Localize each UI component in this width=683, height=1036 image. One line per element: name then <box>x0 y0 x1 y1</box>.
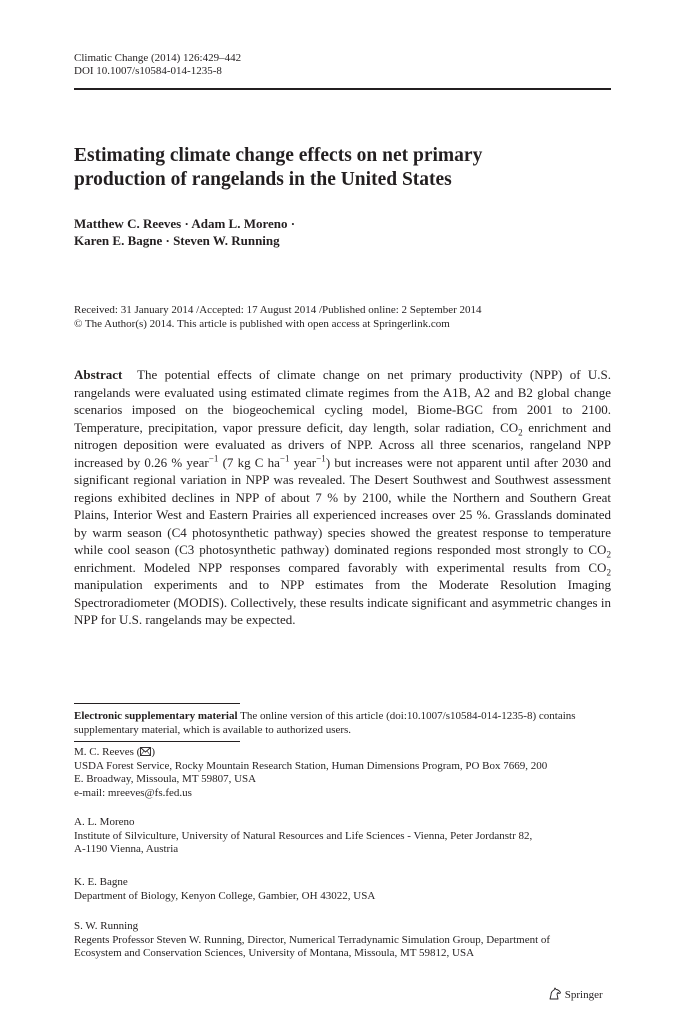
unit-superscript: −1 <box>208 453 219 464</box>
affiliation-email[interactable]: e-mail: mreeves@fs.fed.us <box>74 786 192 799</box>
header-rule <box>74 88 611 90</box>
co2-subscript: 2 <box>518 427 523 438</box>
co2-subscript: 2 <box>606 567 611 578</box>
abstract-text-3: (7 kg C ha <box>218 454 280 470</box>
affiliation-name: A. L. Moreno <box>74 816 135 828</box>
affiliation-line: A-1190 Vienna, Austria <box>74 843 179 855</box>
article-dates <box>74 304 634 331</box>
journal-citation: Climatic Change (2014) 126:429–442 <box>74 52 242 64</box>
affiliation-line: Institute of Silviculture, University of Natural Resources and Life Sciences - Vienna, Peter Jordanstr 82, <box>74 829 533 842</box>
co2-subscript: 2 <box>606 549 611 560</box>
abstract <box>74 366 611 629</box>
affiliation-name: S. W. Running <box>74 920 139 932</box>
abstract-text-2: enrichment and nitrogen deposition were evaluated as drivers of NPP. Across all three scenarios, rangeland NPP increased by 0.26 % year <box>74 419 611 470</box>
abstract-label: Abstract <box>74 367 123 382</box>
affiliation-line: E. Broadway, Missoula, MT 59807, USA <box>74 773 257 785</box>
journal-header <box>74 52 241 78</box>
footnote-rule <box>74 703 240 704</box>
abstract-text-1: The potential effects of climate change on net primary productivity (NPP) of U.S. rangelands were evaluated using estimated climate regimes from the A1B, A2 and B2 global change scenarios imposed on the biogeochemical cycling model, Biome-BGC from 2001 to 2100. Temperature, precipitation, vapor pressure deficit, day length, solar radiation, CO <box>74 367 611 435</box>
title-line-2: production of rangelands in the United States <box>74 169 452 190</box>
abstract-text-5: ) but increases were not apparent until after 2030 and significant regional variation in NPP was revealed. The Desert Southwest and Southwest assessment regions exhibited declines in NPP of about 7 % by 2100, while the Northern and Southern Great Plains, Interior West and Eastern Prairies all experienced increases over 25 %. Grasslands dominated by warm season (C4 photosynthetic pathway) species showed the greatest response to temperature while cool season (C3 photosynthetic pathway) dominated regions responded most strongly to CO <box>74 454 611 557</box>
affiliation-reeves <box>74 746 614 800</box>
affiliation-line: Department of Biology, Kenyon College, Gambier, OH 43022, USA <box>74 889 376 902</box>
journal-doi: DOI 10.1007/s10584-014-1235-8 <box>74 65 222 77</box>
esm-text: The online version of this article (doi:10.1007/s10584-014-1235-8) contains supplementary material, which is available to authorized users. <box>74 710 576 736</box>
affiliation-bagne <box>74 876 614 903</box>
publisher-name: Springer <box>564 989 603 1001</box>
authors-line-2: Karen E. Bagne · Steven W. Running <box>74 233 280 248</box>
open-access-text: The Author(s) 2014. This article is published with open access at Springerlink.com <box>84 317 450 330</box>
publisher-footer <box>548 987 603 1002</box>
affiliation-line: Regents Professor Steven W. Running, Director, Numerical Terradynamic Simulation Group, Department of <box>74 933 551 946</box>
affiliation-moreno <box>74 816 614 857</box>
dates-line: Received: 31 January 2014 /Accepted: 17 August 2014 /Published online: 2 September 2014 <box>74 304 482 316</box>
title-line-1: Estimating climate change effects on net primary <box>74 145 483 166</box>
author-list <box>74 215 295 249</box>
affiliation-line: USDA Forest Service, Rocky Mountain Research Station, Human Dimensions Program, PO Box 7669, 200 <box>74 759 548 772</box>
unit-superscript: −1 <box>316 453 326 464</box>
affiliation-running <box>74 920 614 961</box>
esm-label: Electronic supplementary material <box>74 710 238 722</box>
copyright-symbol: © <box>74 317 83 330</box>
authors-line-1: Matthew C. Reeves · Adam L. Moreno · <box>74 216 296 231</box>
envelope-icon <box>140 747 151 756</box>
supplementary-note <box>74 710 614 737</box>
abstract-text-4: year <box>289 454 317 470</box>
affiliation-line: Ecosystem and Conservation Sciences, University of Montana, Missoula, MT 59812, USA <box>74 947 475 959</box>
open-access-line <box>74 318 634 332</box>
springer-horse-icon <box>548 987 562 1000</box>
affiliation-name: M. C. Reeves ( ) <box>74 746 155 758</box>
unit-superscript: −1 <box>279 453 290 464</box>
article-title <box>74 144 614 192</box>
abstract-text-7: manipulation experiments and to NPP estimates from the Moderate Resolution Imaging Spectroradiometer (MODIS). Collectively, these results indicate significant and asymmetric changes in NPP for U.S. rangelands may be expected. <box>74 577 611 627</box>
abstract-text-6: enrichment. Modeled NPP responses compared favorably with experimental results from CO <box>74 559 607 575</box>
affiliation-name: K. E. Bagne <box>74 876 128 888</box>
affiliation-rule <box>74 741 240 742</box>
